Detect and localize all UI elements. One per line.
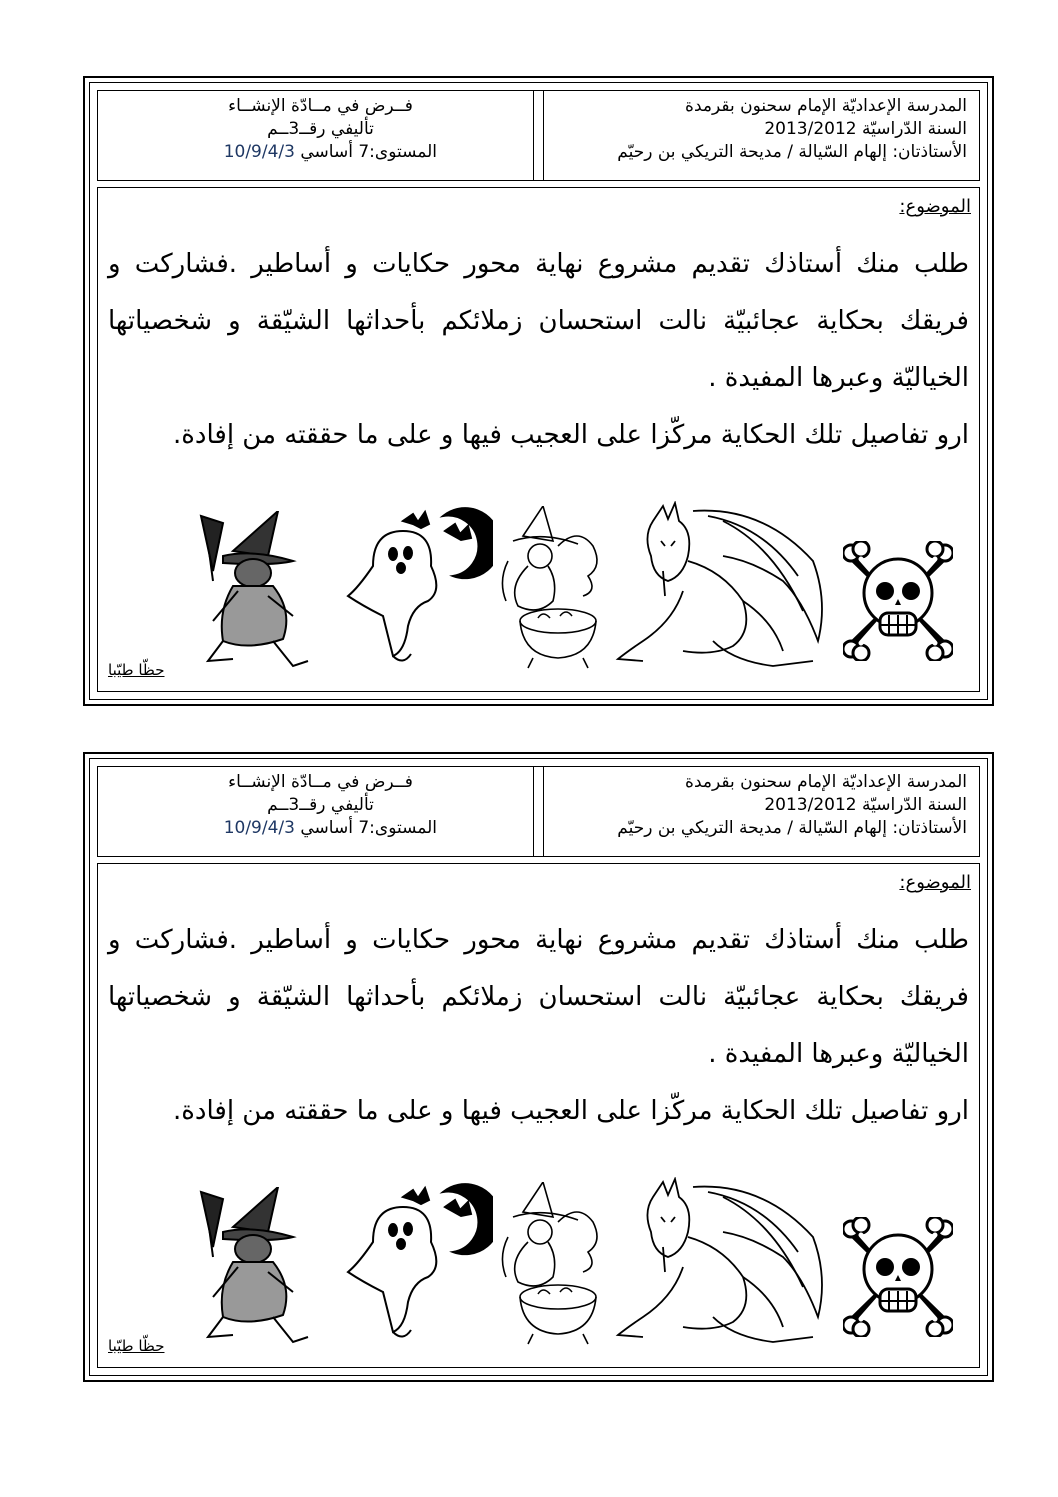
exam-header-box bbox=[97, 766, 544, 857]
dragon-icon bbox=[613, 501, 828, 671]
subject-box bbox=[97, 863, 980, 1368]
witch-cauldron-icon bbox=[498, 506, 608, 671]
teachers-names: الأستاذتان: إلهام السّيالة / مديحة التريكي بن رحيّم bbox=[617, 818, 967, 838]
level-line bbox=[104, 817, 537, 840]
composition-number: تأليفي رقــ3ــم bbox=[267, 119, 374, 139]
skull-crossbones-icon bbox=[843, 541, 953, 661]
school-name: المدرسة الإعداديّة الإمام سحنون بقرمدة bbox=[685, 96, 967, 116]
school-name: المدرسة الإعداديّة الإمام سحنون بقرمدة bbox=[685, 772, 967, 792]
level-line bbox=[104, 141, 537, 164]
illustrations-row bbox=[98, 511, 979, 671]
subject-text bbox=[108, 912, 969, 1140]
exam-title: فــرض في مــادّة الإنشــاء bbox=[228, 772, 413, 792]
school-header-box bbox=[533, 766, 980, 857]
good-luck-text: حظّا طيّبا bbox=[108, 1337, 165, 1355]
exam-title: فــرض في مــادّة الإنشــاء bbox=[228, 96, 413, 116]
ghost-with-bats-icon bbox=[333, 1182, 493, 1347]
school-header-box bbox=[533, 90, 980, 181]
teachers-names: الأستاذتان: إلهام السّيالة / مديحة التريكي بن رحيّم bbox=[617, 142, 967, 162]
level-label: المستوى:7 أساسي bbox=[300, 818, 437, 838]
illustrations-row bbox=[98, 1187, 979, 1347]
sheet-inner-frame bbox=[89, 758, 988, 1376]
witch-icon bbox=[193, 511, 318, 671]
paragraph-2: ارو تفاصيل تلك الحكاية مركّزا على العجيب فيها و على ما حققته من إفادة. bbox=[173, 420, 969, 450]
paragraph-2: ارو تفاصيل تلك الحكاية مركّزا على العجيب فيها و على ما حققته من إفادة. bbox=[173, 1096, 969, 1126]
skull-crossbones-icon bbox=[843, 1217, 953, 1337]
school-year: السنة الدّراسيّة 2013/2012 bbox=[764, 119, 967, 139]
school-year: السنة الدّراسيّة 2013/2012 bbox=[764, 795, 967, 815]
ghost-with-bats-icon bbox=[333, 506, 493, 671]
subject-label: الموضوع: bbox=[899, 196, 971, 217]
good-luck-text: حظّا طيّبا bbox=[108, 661, 165, 679]
composition-number: تأليفي رقــ3ــم bbox=[267, 795, 374, 815]
exam-sheet bbox=[83, 76, 994, 706]
level-label: المستوى:7 أساسي bbox=[300, 142, 437, 162]
level-classes: 10/9/4/3 bbox=[223, 818, 295, 838]
sheet-inner-frame bbox=[89, 82, 988, 700]
subject-label: الموضوع: bbox=[899, 872, 971, 893]
exam-header-box bbox=[97, 90, 544, 181]
paragraph-1: طلب منك أستاذك تقديم مشروع نهاية محور حكايات و أساطير .فشاركت و فريقك بحكاية عجائبيّة نالت استحسان زملائكم بأحداثها الشيّقة و شخصياتها الخياليّة وعبرها المفيدة . bbox=[108, 925, 969, 1069]
paragraph-1: طلب منك أستاذك تقديم مشروع نهاية محور حكايات و أساطير .فشاركت و فريقك بحكاية عجائبيّة نالت استحسان زملائكم بأحداثها الشيّقة و شخصياتها الخياليّة وعبرها المفيدة . bbox=[108, 249, 969, 393]
exam-sheet bbox=[83, 752, 994, 1382]
subject-box bbox=[97, 187, 980, 692]
level-classes: 10/9/4/3 bbox=[223, 142, 295, 162]
dragon-icon bbox=[613, 1177, 828, 1347]
witch-icon bbox=[193, 1187, 318, 1347]
witch-cauldron-icon bbox=[498, 1182, 608, 1347]
subject-text bbox=[108, 236, 969, 464]
